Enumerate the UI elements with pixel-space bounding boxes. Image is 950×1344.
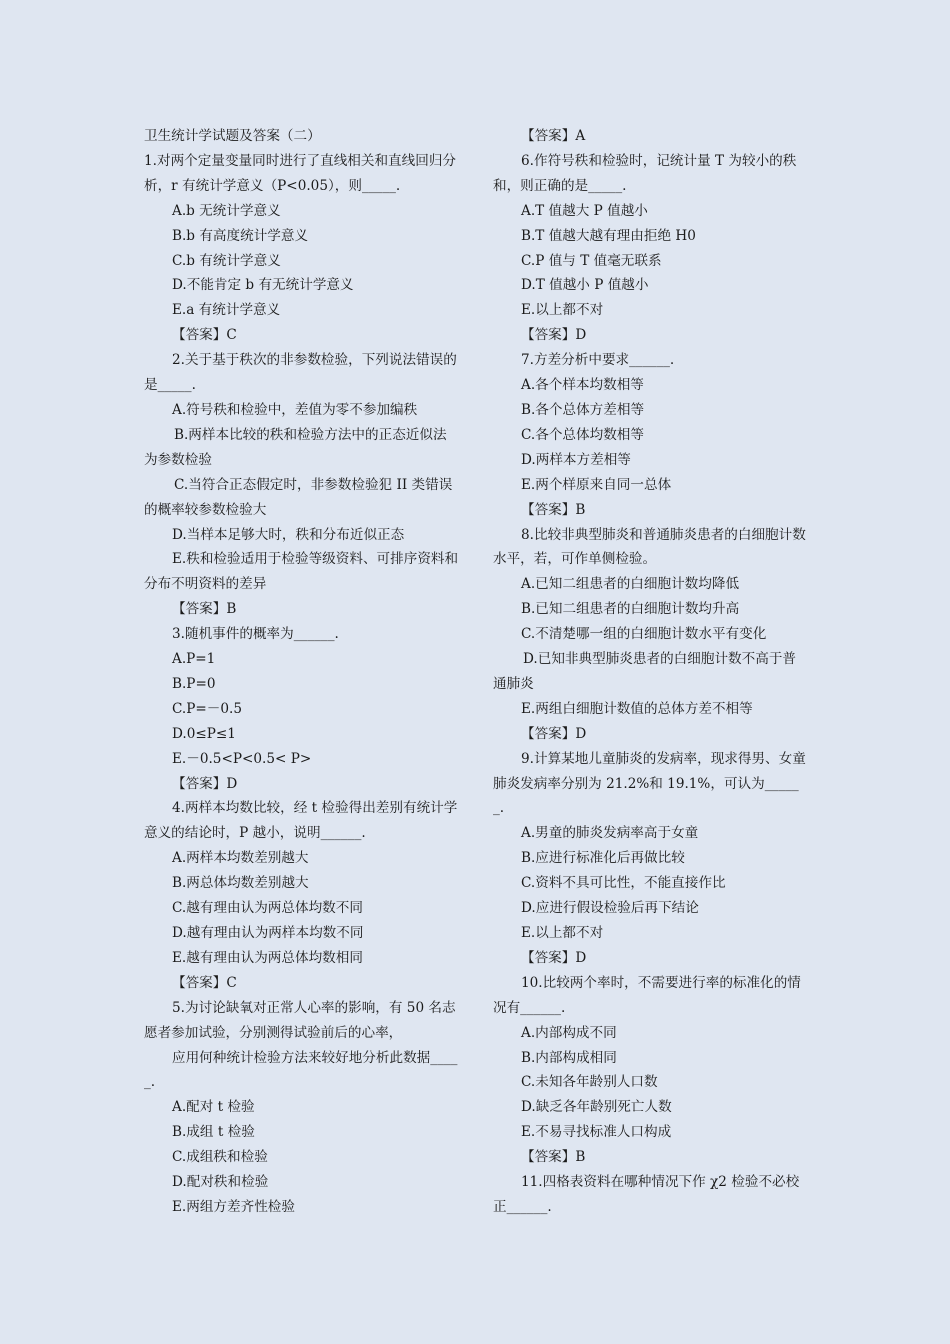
question-line: 8.比较非典型肺炎和普通肺炎患者的白细胞计数水平，若，可作单侧检验。 — [493, 526, 806, 568]
option-line: C.不清楚哪一组的白细胞计数水平有变化 — [521, 626, 767, 643]
option-line: D.两样本方差相等 — [521, 451, 631, 468]
text-line: 应用何种统计检验方法来较好地分析此数据_____. — [144, 1049, 458, 1091]
option-line: E.秩和检验适用于检验等级资料、可排序资料和分布不明资料的差异 — [144, 551, 459, 593]
option-line: E.越有理由认为两总体均数相同 — [172, 949, 363, 966]
option-line: B.两样本比较的秩和检验方法中的正态近似法为参数检验 — [144, 426, 447, 468]
option-line: D.当样本足够大时，秩和分布近似正态 — [172, 526, 405, 543]
option-line: A.男童的肺炎发病率高于女童 — [521, 825, 699, 842]
answer-line: 【答案】C — [172, 974, 237, 991]
option-line: B.b 有高度统计学意义 — [172, 227, 309, 244]
option-line: A.两样本均数差别越大 — [172, 850, 309, 867]
option-line: A.已知二组患者的白细胞计数均降低 — [521, 576, 740, 593]
answer-line: 【答案】D — [172, 775, 238, 792]
left-column — [144, 124, 460, 1220]
option-line: E.以上都不对 — [521, 302, 604, 319]
option-line: D.应进行假设检验后再下结论 — [521, 900, 699, 917]
option-line: E.两组方差齐性检验 — [172, 1198, 295, 1215]
option-line: C.未知各年龄别人口数 — [521, 1074, 658, 1091]
option-line: D.越有理由认为两样本均数不同 — [172, 925, 364, 941]
option-line: A.配对 t 检验 — [172, 1099, 255, 1116]
question-line: 2.关于基于秩次的非参数检验，下列说法错误的是_____. — [144, 352, 457, 394]
option-line: D.缺乏各年龄别死亡人数 — [521, 1099, 672, 1116]
option-line: C.b 有统计学意义 — [172, 252, 281, 269]
question-line: 6.作符号秩和检验时，记统计量 T 为较小的秩和，则正确的是_____. — [493, 152, 797, 194]
option-line: B.P=0 — [172, 675, 216, 692]
question-line: 11.四格表资料在哪种情况下作 χ2 检验不必校正______. — [493, 1174, 800, 1215]
option-line: A.符号秩和检验中，差值为零不参加编秩 — [172, 401, 418, 418]
option-line: B.两总体均数差别越大 — [172, 875, 309, 892]
option-line: C.P=－0.5 — [172, 700, 242, 717]
question-line: 7.方差分析中要求______. — [521, 352, 675, 369]
option-line: A.各个样本均数相等 — [521, 377, 644, 394]
option-line: E.－0.5<P<0.5< P> — [172, 750, 312, 767]
option-line: E.两组白细胞计数值的总体方差不相等 — [521, 700, 753, 717]
option-line: B.内部构成相同 — [521, 1049, 617, 1066]
option-line: C.成组秩和检验 — [172, 1149, 268, 1166]
option-line: D.T 值越小 P 值越小 — [521, 277, 649, 294]
option-line: E.不易寻找标准人口构成 — [521, 1124, 672, 1141]
answer-line: 【答案】A — [521, 128, 586, 144]
option-line: C.资料不具可比性，不能直接作比 — [521, 875, 726, 892]
answer-line: 【答案】B — [521, 501, 586, 518]
question-line: 3.随机事件的概率为______. — [172, 626, 339, 643]
option-line: D.不能肯定 b 有无统计学意义 — [172, 277, 354, 294]
option-line: A.P=1 — [172, 651, 216, 668]
option-line: E.两个样原来自同一总体 — [521, 476, 672, 493]
option-line: C.各个总体均数相等 — [521, 426, 644, 443]
option-line: D.0≤P≤1 — [172, 725, 236, 742]
option-line: C.当符合正态假定时，非参数检验犯 II 类错误的概率较参数检验大 — [144, 476, 453, 518]
option-line: A.T 值越大 P 值越小 — [521, 202, 648, 219]
right-column — [493, 124, 809, 1220]
answer-line: 【答案】B — [521, 1149, 586, 1166]
answer-line: 【答案】D — [521, 327, 587, 344]
option-line: E.以上都不对 — [521, 925, 604, 941]
option-line: D.已知非典型肺炎患者的白细胞计数不高于普通肺炎 — [493, 651, 797, 692]
document-title: 卫生统计学试题及答案（二） — [144, 128, 321, 144]
question-line: 10.比较两个率时，不需要进行率的标准化的情况有______. — [493, 974, 801, 1016]
question-line: 5.为讨论缺氧对正常人心率的影响，有 50 名志愿者参加试验，分别测得试验前后的心率， — [144, 999, 456, 1041]
option-line: D.配对秩和检验 — [172, 1174, 269, 1191]
question-line: 4.两样本均数比较，经 t 检验得出差别有统计学意义的结论时，P 越小，说明______. — [144, 800, 458, 842]
answer-line: 【答案】D — [521, 725, 587, 742]
option-line: C.P 值与 T 值毫无联系 — [521, 252, 662, 269]
option-line: A.b 无统计学意义 — [172, 202, 281, 219]
answer-line: 【答案】D — [521, 949, 587, 966]
option-line: B.成组 t 检验 — [172, 1124, 255, 1141]
option-line: A.内部构成不同 — [521, 1024, 617, 1041]
option-line: E.a 有统计学意义 — [172, 302, 281, 319]
option-line: C.越有理由认为两总体均数不同 — [172, 900, 363, 917]
answer-line: 【答案】B — [172, 601, 237, 618]
option-line: B.T 值越大越有理由拒绝 H0 — [521, 227, 696, 244]
answer-line: 【答案】C — [172, 327, 237, 344]
question-line: 1.对两个定量变量同时进行了直线相关和直线回归分析，r 有统计学意义（P<0.05），则_____. — [144, 152, 457, 194]
option-line: B.已知二组患者的白细胞计数均升高 — [521, 601, 740, 618]
option-line: B.应进行标准化后再做比较 — [521, 850, 685, 867]
question-line: 9.计算某地儿童肺炎的发病率，现求得男、女童肺炎发病率分别为 21.2%和 19.1%，可认为______. — [493, 750, 806, 817]
option-line: B.各个总体方差相等 — [521, 401, 645, 418]
